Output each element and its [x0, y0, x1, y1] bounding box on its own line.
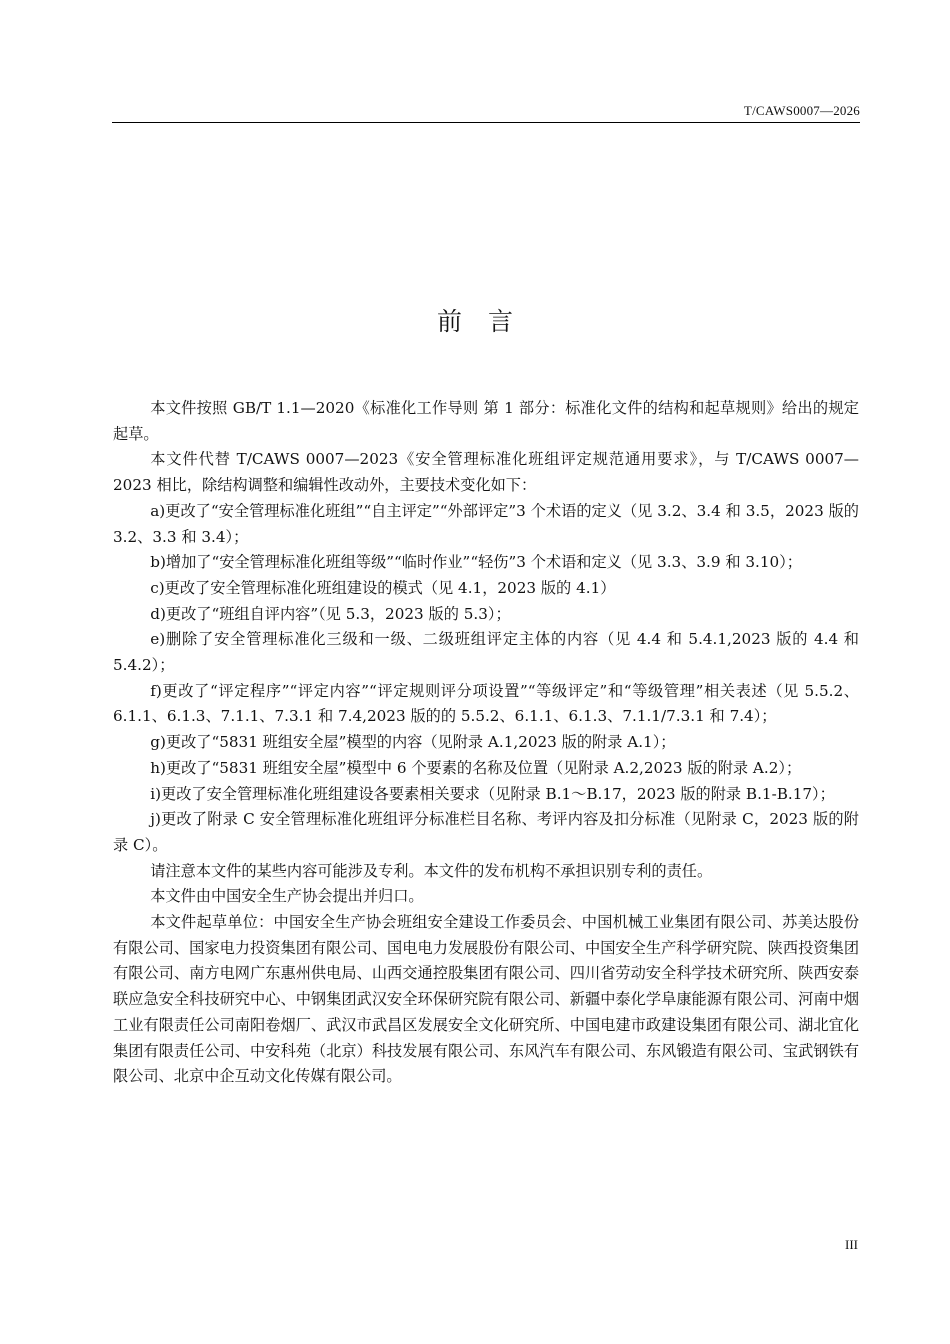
paragraph-patent-notice: 请注意本文件的某些内容可能涉及专利。本文件的发布机构不承担识别专利的责任。 — [150, 861, 713, 880]
change-item-j: j)更改了附录 C 安全管理标准化班组评分标准栏目名称、考评内容及扣分标准（见附录 C，2023 版的附录 C）。 — [113, 810, 859, 854]
change-item-f: f)更改了“评定程序”“评定内容”“评定规则评分项设置”“等级评定”和“等级管理”相关表述（见 5.5.2、6.1.1、6.1.3、7.1.1、7.3.1 和 7.4,2023 版的的 5.5.2、6.1.1、6.1.3、7.1.1/7.3.1 和 7.4）； — [113, 681, 859, 726]
document-code: T/CAWS0007—2026 — [743, 103, 860, 118]
change-item-h: h)更改了“5831 班组安全屋”模型中 6 个要素的名称及位置（见附录 A.2,2023 版的附录 A.2）； — [150, 758, 802, 777]
change-item-g: g)更改了“5831 班组安全屋”模型的内容（见附录 A.1,2023 版的附录 A.1）； — [150, 733, 676, 752]
paragraph-drafting-rules: 本文件按照 GB/T 1.1—2020《标准化工作导则 第 1 部分：标准化文件的结构和起草规则》给出的规定起草。 — [113, 399, 859, 443]
paragraph-drafting-units: 本文件起草单位：中国安全生产协会班组安全建设工作委员会、中国机械工业集团有限公司、苏美达股份有限公司、国家电力投资集团有限公司、国电电力发展股份有限公司、中国安全生产科学研究院、陕西投资集团有限公司、南方电网广东惠州供电局、山西交通控股集团有限公司、四川省劳动安全科学技术研究所、陕西安泰联应急安全科技研究中心、中钢集团武汉安全环保研究院有限公司、新疆中泰化学阜康能源有限公司、河南中烟工业有限责任公司南阳卷烟厂、武汉市武昌区发展安全文化研究所、中国电建市政建设集团有限公司、湖北宜化集团有限责任公司、中安科苑（北京）科技发展有限公司、东风汽车有限公司、东风锻造有限公司、宝武钢铁有限公司、北京中企互动文化传媒有限公司。 — [113, 913, 859, 1086]
change-item-a: a)更改了“安全管理标准化班组”“自主评定”“外部评定”3 个术语的定义（见 3.2、3.4 和 3.5，2023 版的 3.2、3.3 和 3.4）； — [113, 501, 859, 546]
paragraph-replacement: 本文件代替 T/CAWS 0007—2023《安全管理标准化班组评定规范通用要求》，与 T/CAWS 0007—2023 相比，除结构调整和编辑性改动外，主要技术变化如下： — [113, 450, 859, 495]
change-item-i: i)更改了安全管理标准化班组建设各要素相关要求（见附录 B.1～B.17，2023 版的附录 B.1-B.17）； — [150, 784, 835, 803]
change-item-b: b)增加了“安全管理标准化班组等级”“临时作业”“轻伤”3 个术语和定义（见 3.3、3.9 和 3.10）； — [150, 553, 802, 572]
page-number: III — [845, 1237, 858, 1252]
change-item-e: e)删除了安全管理标准化三级和一级、二级班组评定主体的内容（见 4.4 和 5.4.1,2023 版的 4.4 和 5.4.2）； — [113, 630, 859, 675]
foreword-body — [113, 396, 859, 1090]
change-item-d: d)更改了“班组自评内容”（见 5.3，2023 版的 5.3）； — [150, 604, 511, 623]
change-item-c: c)更改了安全管理标准化班组建设的模式（见 4.1，2023 版的 4.1） — [150, 578, 616, 597]
header-divider — [112, 122, 860, 123]
page-title: 前言 — [436, 307, 539, 336]
paragraph-proposer: 本文件由中国安全生产协会提出并归口。 — [150, 887, 424, 906]
